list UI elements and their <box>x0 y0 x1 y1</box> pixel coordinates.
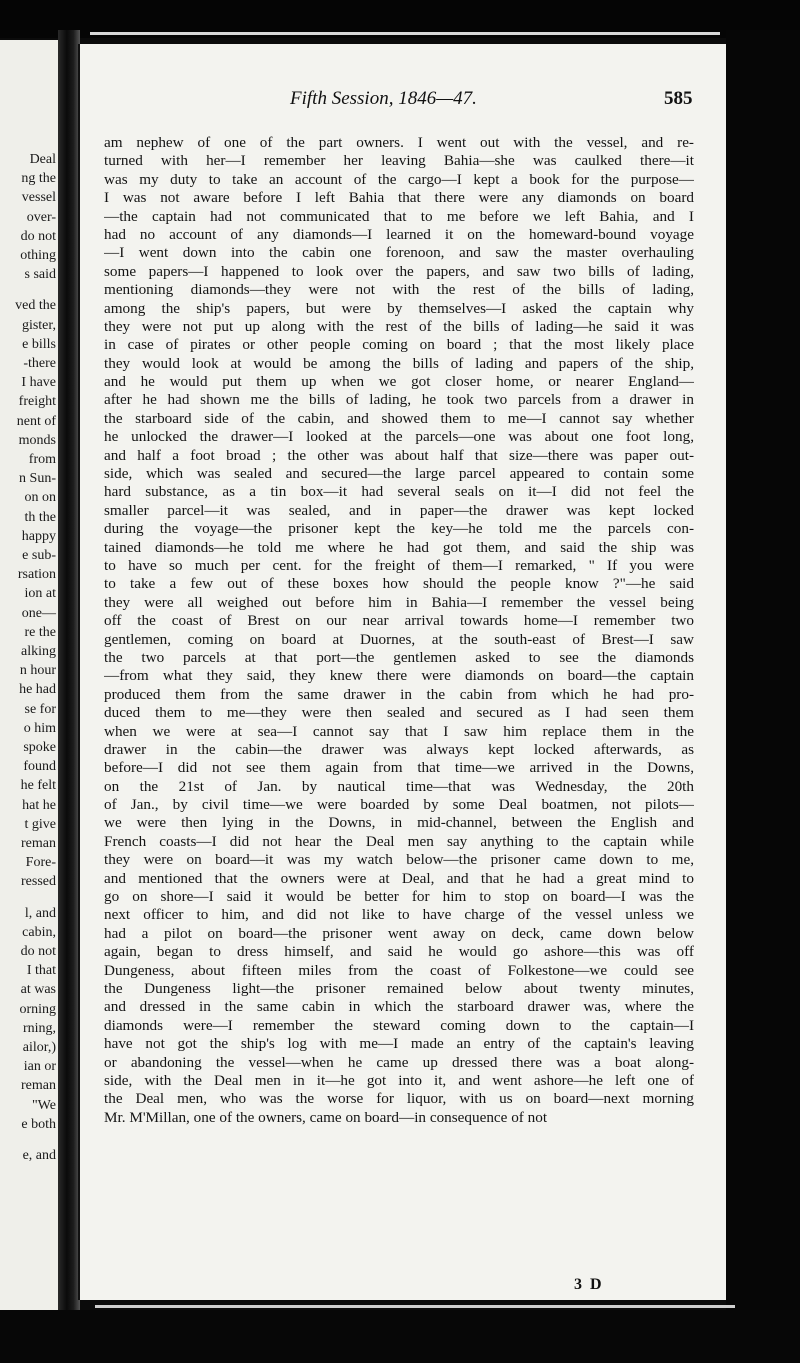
text-line: he unlocked the drawer—I looked at the parcels—one was about one foot long, <box>104 428 694 446</box>
left-page-text-fragment: othing <box>20 248 56 263</box>
text-line: French coasts—I did not hear the Deal men say anything to the captain while <box>104 832 694 850</box>
text-line: they were all weighed out before him in Bahia—I remember the vessel being <box>104 593 694 611</box>
left-page-text-fragment: ion at <box>24 586 56 602</box>
left-page-text-fragment: I that <box>26 963 56 979</box>
left-page-text-fragment: from <box>28 452 56 467</box>
running-title: Fifth Session, 1846—47. <box>290 88 477 109</box>
text-line: —from what they said, they knew there were diamonds on board—the captain <box>104 667 694 685</box>
left-page-text-fragment: freight <box>18 394 56 410</box>
text-line: in case of pirates or other people coming on board ; that the most likely place <box>104 336 694 354</box>
left-page-text-fragment: rsation <box>17 567 56 583</box>
text-line: was my duty to take an account of the cargo—I kept a book for the purpose— <box>104 170 694 188</box>
text-line: among the ship's papers, but were by themselves—I asked the captain why <box>104 299 694 317</box>
text-line: to take a few out of these boxes how should the people know ?"—he said <box>104 575 694 593</box>
text-line: duced them to me—they were then sealed and secured as I had seen them <box>104 704 694 722</box>
left-page-text-fragment: se for <box>24 701 56 717</box>
text-line: had no account of any diamonds—I learned it on the homeward-bound voyage <box>104 225 694 243</box>
book-gutter <box>58 30 80 1320</box>
left-page-text-fragment: l, and <box>24 905 56 921</box>
text-line: side, which was sealed and secured—the large parcel appeared to contain some <box>104 465 694 483</box>
left-page-text-fragment: t give <box>24 816 56 832</box>
left-page-text-fragment: reman <box>21 1078 56 1094</box>
text-line: the starboard side of the cabin, and showed them to me—I cannot say whether <box>104 409 694 427</box>
left-page-text-fragment: "We <box>31 1097 56 1113</box>
top-scan-line <box>90 32 720 35</box>
text-line: some papers—I happened to look over the papers, and saw two bills of lading, <box>104 262 694 280</box>
text-line: —I went down into the cabin one forenoon, and saw the master overhauling <box>104 244 694 262</box>
left-page-text-fragment: ian or <box>23 1059 56 1075</box>
left-facing-page-fragment <box>0 40 58 1310</box>
text-line: turned with her—I remember her leaving Bahia—she was caulked there—it <box>104 152 694 170</box>
text-line: I was not aware before I left Bahia that there were any diamonds on board <box>104 189 694 207</box>
left-page-text-fragment: o him <box>23 720 56 736</box>
text-line: Mr. M'Millan, one of the owners, came on board—in consequence of not <box>104 1108 548 1126</box>
left-page-text-fragment: one— <box>21 605 56 621</box>
text-line: they would look at would be among the bills of lading and papers of the ship, <box>104 354 694 372</box>
left-page-text-fragment: e sub- <box>22 548 56 563</box>
left-page-text-fragment: cabin, <box>22 924 56 940</box>
text-line: they were on board—it was my watch below—the prisoner came down to me, <box>104 851 694 869</box>
text-line: gentlemen, coming on board at Duornes, at the south-east of Brest—I saw <box>104 630 694 648</box>
text-line: had a pilot on board—the prisoner went away on deck, came down below <box>104 924 694 942</box>
left-page-text-fragment: reman <box>21 836 56 851</box>
text-line: the two parcels at that port—the gentlemen asked to see the diamonds <box>104 648 694 666</box>
left-page-text-fragment: orning <box>19 1001 56 1017</box>
text-line: side, with the Deal men in it—he got into it, and went ashore—he left one of <box>104 1071 694 1089</box>
left-page-text-fragment: I have <box>21 375 56 391</box>
signature-mark: 3 D <box>574 1276 604 1293</box>
text-line: have not got the ship's log with me—I made an entry of the captain's leaving <box>104 1035 694 1053</box>
text-line: diamonds were—I remember the steward coming down to the captain—I <box>104 1016 694 1034</box>
text-line: or abandoning the vessel—when he came up dressed there was a boat along- <box>104 1053 694 1071</box>
left-page-text-fragment: do not <box>20 944 56 959</box>
text-line: to have so much per cent. for the freight of them—I remarked, " If you were <box>104 556 694 574</box>
left-page-text-fragment: at was <box>20 982 56 998</box>
body-text <box>104 134 694 1127</box>
left-page-text-fragment: on on <box>24 490 56 506</box>
text-line: after he had shown me the bills of lading, he took two parcels from a drawer in <box>104 391 694 409</box>
text-line: we were then lying in the Downs, in mid-channel, between the English and <box>104 814 694 832</box>
page-number: 585 <box>664 88 693 109</box>
text-line: and half a foot broad ; the other was about half that size—there was paper out- <box>104 446 694 464</box>
left-page-text-fragment: n Sun- <box>19 471 56 487</box>
text-line: and mentioned that the owners were at Deal, and that he had a great mind to <box>104 869 694 887</box>
left-page-text-fragment: he felt <box>20 778 56 794</box>
left-page-text-fragment: -there <box>23 356 56 371</box>
left-page-text-fragment: hat he <box>22 797 56 813</box>
text-line: go on shore—I said it would be better for him to stop on board—I was the <box>104 888 694 906</box>
left-page-text-fragment: th the <box>24 509 56 525</box>
text-line: on the 21st of Jan. by nautical time—that was Wednesday, the 20th <box>104 777 694 795</box>
text-line: of Jan., by civil time—we were boarded by some Deal boatmen, not pilots— <box>104 796 694 814</box>
left-page-text-fragment: do not <box>20 228 56 244</box>
left-page-text-fragment: ailor,) <box>22 1040 56 1055</box>
left-page-text-fragment: he had <box>19 682 56 698</box>
left-page-text-fragment: ved the <box>15 298 56 314</box>
text-line: —the captain had not communicated that to me before we left Bahia, and I <box>104 207 694 225</box>
left-page-text-fragment: vessel <box>21 190 56 206</box>
left-page-text-fragment: gister, <box>21 317 56 333</box>
text-line: the Deal men, who was the worse for liquor, with us on board—next morning <box>104 1090 694 1108</box>
text-line: produced them from the same drawer in the cabin from which he had pro- <box>104 685 694 703</box>
bottom-scan-line <box>95 1305 735 1308</box>
left-page-text-fragment: Fore- <box>25 855 56 871</box>
left-page-text-fragment: happy <box>21 528 56 544</box>
left-page-text-fragment: over- <box>26 209 56 225</box>
text-line: Dungeness, about fifteen miles from the coast of Folkestone—we could see <box>104 961 694 979</box>
text-line: during the voyage—the prisoner kept the key—he told me the parcels con- <box>104 520 694 538</box>
text-line: and he would put them up when we got closer home, or nearer England— <box>104 373 694 391</box>
text-line: the Dungeness light—the prisoner remained below about twenty minutes, <box>104 979 694 997</box>
text-line: next officer to him, and did not like to have charge of the vessel unless we <box>104 906 694 924</box>
bottom-scan-border <box>0 1310 800 1363</box>
text-line: mentioning diamonds—they were not with the rest of the bills of lading, <box>104 281 694 299</box>
text-line: and dressed in the same cabin in which the starboard drawer was, where the <box>104 998 694 1016</box>
text-line: off the coast of Brest on our near arrival towards home—I remember two <box>104 612 694 630</box>
left-page-text-fragment: n hour <box>19 663 56 679</box>
left-page-text-fragment: ng the <box>21 171 56 187</box>
left-page-text-fragment: monds <box>18 432 56 448</box>
left-page-text-fragment: rning, <box>22 1020 56 1036</box>
main-page <box>78 44 728 1300</box>
text-line: they were not put up along with the rest of the bills of lading—he said it was <box>104 317 694 335</box>
text-line: tained diamonds—he told me where he had got them, and said the ship was <box>104 538 694 556</box>
left-page-text-fragment: ressed <box>21 874 56 890</box>
text-line: again, began to dress himself, and said he would go ashore—this was off <box>104 943 694 961</box>
left-page-text-fragment: e bills <box>22 336 56 352</box>
text-line: hard substance, as a tin box—it had several seals on it—I did not feel the <box>104 483 694 501</box>
text-line: smaller parcel—it was sealed, and in paper—the drawer was kept locked <box>104 501 694 519</box>
right-scan-border <box>726 30 800 1330</box>
left-page-text-fragment: found <box>23 759 56 775</box>
left-page-text-fragment: s said <box>24 267 56 283</box>
left-page-text-fragment: re the <box>24 624 56 640</box>
left-page-text-fragment: alking <box>21 644 56 659</box>
text-line: drawer in the cabin—the drawer was always kept locked afterwards, as <box>104 740 694 758</box>
text-line: am nephew of one of the part owners. I went out with the vessel, and re- <box>104 134 694 151</box>
left-page-text-fragment: Deal <box>29 152 56 167</box>
left-page-text-fragment: nent of <box>16 413 56 429</box>
left-page-text-fragment: spoke <box>23 740 56 755</box>
text-line: before—I did not see them again from that time—we arrived in the Downs, <box>104 759 694 777</box>
left-page-text-fragment: e, and <box>22 1148 56 1163</box>
text-line: when we were at sea—I cannot say that I saw him replace them in the <box>104 722 694 740</box>
left-page-text-fragment: e both <box>21 1116 56 1132</box>
